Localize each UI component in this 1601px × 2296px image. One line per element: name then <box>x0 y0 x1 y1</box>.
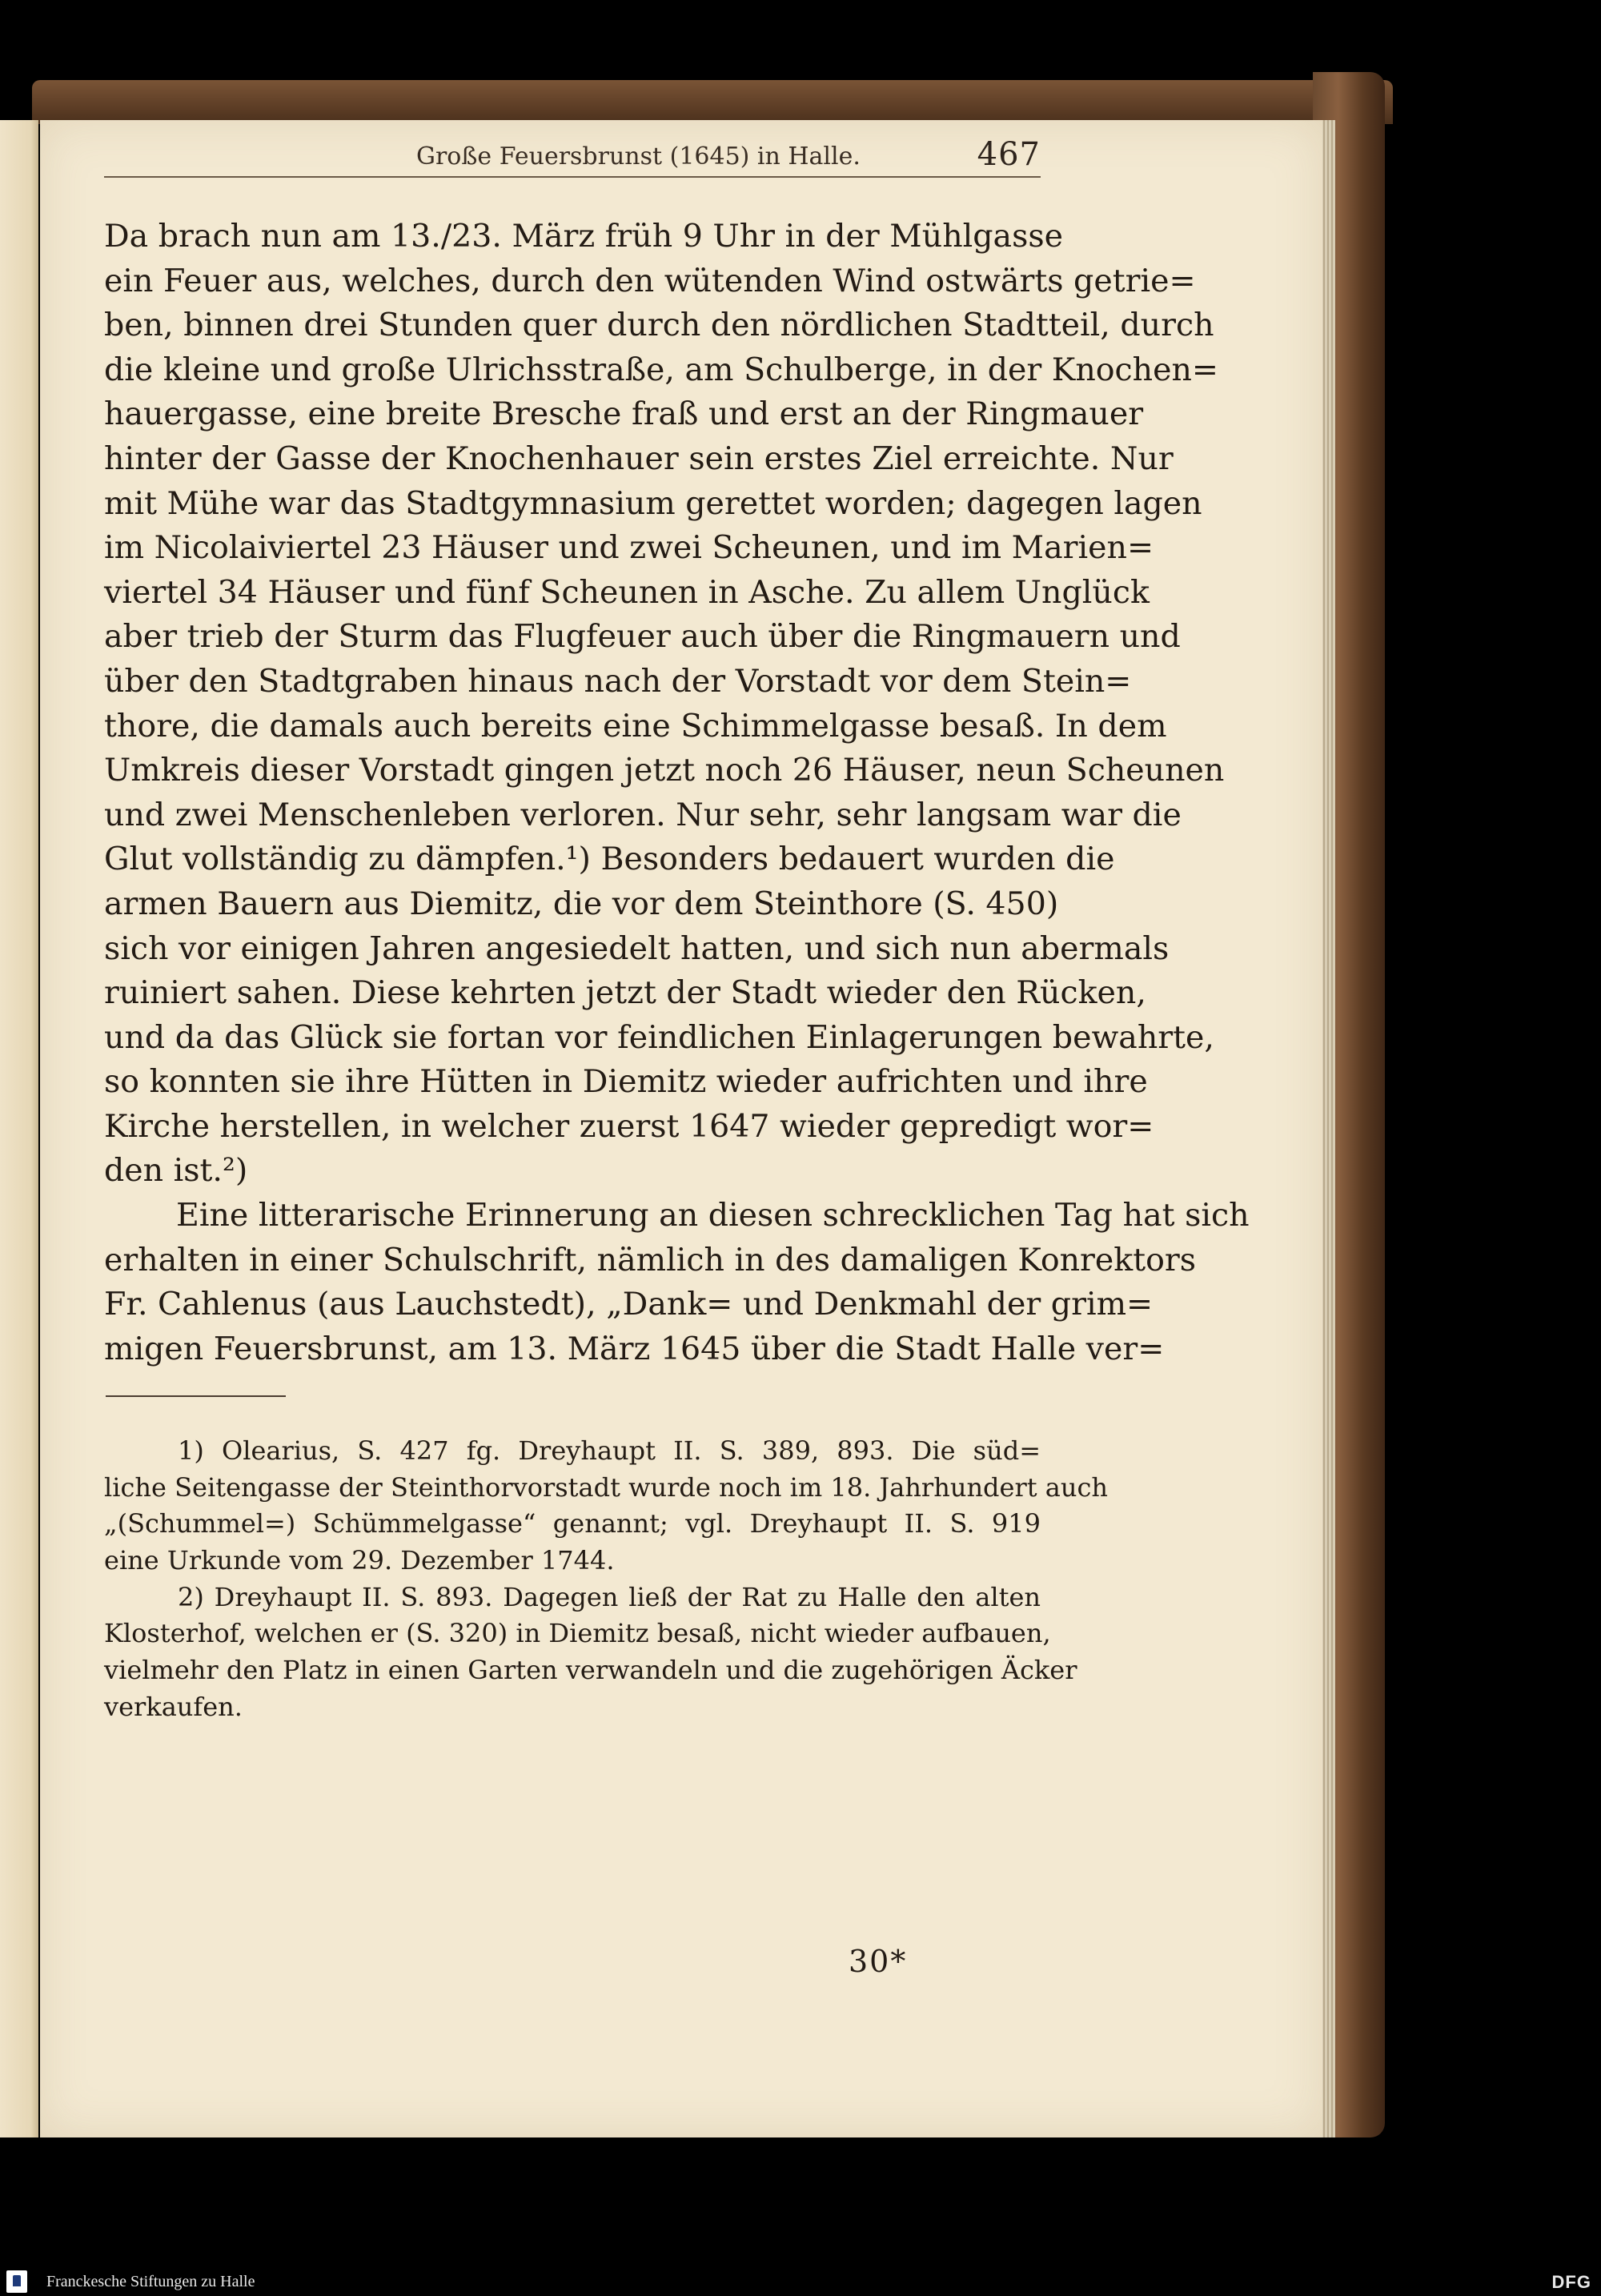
viewer-footer <box>0 2267 1601 2296</box>
facing-page-edge <box>0 120 38 2137</box>
text-line: über den Stadtgraben hinaus nach der Vorstadt vor dem Stein= <box>104 662 1132 700</box>
text-line: ein Feuer aus, welches, durch den wütenden Wind ostwärts getrie= <box>104 262 1196 299</box>
footnote-line: eine Urkunde vom 29. Dezember 1744. <box>104 1545 615 1576</box>
text-line: ruiniert sahen. Diese kehrten jetzt der Stadt wieder den Rücken, <box>104 974 1146 1012</box>
signature-mark: 30* <box>849 1944 908 1979</box>
book-cover-top <box>32 80 1393 124</box>
footnote-line: 1) Olearius, S. 427 fg. Dreyhaupt II. S. 389, 893. Die süd= <box>178 1435 1041 1466</box>
text-line: und zwei Menschenleben verloren. Nur sehr, sehr langsam war die <box>104 796 1182 833</box>
text-line: Umkreis dieser Vorstadt gingen jetzt noch 26 Häuser, neun Scheunen <box>104 752 1225 789</box>
text-line: hauergasse, eine breite Bresche fraß und erst an der Ringmauer <box>104 395 1144 433</box>
page-header <box>104 136 1041 178</box>
text-line: Fr. Cahlenus (aus Lauchstedt), „Dank= und Denkmahl der grim= <box>104 1286 1154 1323</box>
text-line: hinter der Gasse der Knochenhauer sein erstes Ziel erreichte. Nur <box>104 440 1174 477</box>
text-line: Kirche herstellen, in welcher zuerst 1647 wieder gepredigt wor= <box>104 1107 1154 1145</box>
text-line: im Nicolaiviertel 23 Häuser und zwei Scheunen, und im Marien= <box>104 529 1154 567</box>
text-line: mit Mühe war das Stadtgymnasium gerettet worden; dagegen lagen <box>104 484 1202 522</box>
footnote-separator <box>106 1395 286 1397</box>
text-line: so konnten sie ihre Hütten in Diemitz wieder aufrichten und ihre <box>104 1063 1148 1101</box>
text-line: Da brach nun am 13./23. März früh 9 Uhr in der Mühlgasse <box>104 218 1064 255</box>
footnote-line: liche Seitengasse der Steinthorvorstadt wurde noch im 18. Jahrhundert auch <box>104 1471 1109 1503</box>
footnotes <box>104 1433 1109 1726</box>
text-line: erhalten in einer Schulschrift, nämlich in des damaligen Konrektors <box>104 1241 1197 1278</box>
text-line: aber trieb der Sturm das Flugfeuer auch über die Ringmauern und <box>104 618 1181 656</box>
text-line: den ist.²) <box>104 1152 248 1190</box>
text-line: ben, binnen drei Stunden quer durch den nördlichen Stadtteil, durch <box>104 307 1214 344</box>
institution-name: Franckesche Stiftungen zu Halle <box>46 2273 255 2290</box>
footnote-line: 2) Dreyhaupt II. S. 893. Dagegen ließ der Rat zu Halle den alten <box>178 1581 1041 1612</box>
text-line: Glut vollständig zu dämpfen.¹) Besonders bedauert wurden die <box>104 841 1115 878</box>
footnote-line: „(Schummel=) Schümmelgasse“ genannt; vgl. Dreyhaupt II. S. 919 <box>104 1508 1041 1539</box>
text-line: migen Feuersbrunst, am 13. März 1645 über die Stadt Halle ver= <box>104 1330 1165 1367</box>
institution-logo-icon <box>6 2270 27 2293</box>
footnote-line: vielmehr den Platz in einen Garten verwandeln und die zugehörigen Äcker <box>104 1655 1077 1686</box>
dfg-logo: DFG <box>1551 2272 1591 2292</box>
footnote-line: verkaufen. <box>104 1691 243 1722</box>
text-line: thore, die damals auch bereits eine Schimmelgasse besaß. In dem <box>104 707 1167 745</box>
page-number: 467 <box>977 136 1041 173</box>
text-line: viertel 34 Häuser und fünf Scheunen in Asche. Zu allem Unglück <box>104 573 1150 611</box>
main-text <box>104 215 1250 1371</box>
text-line: armen Bauern aus Diemitz, die vor dem Steinthore (S. 450) <box>104 885 1059 922</box>
text-line: Eine litterarische Erinnerung an diesen schrecklichen Tag hat sich <box>176 1197 1250 1234</box>
text-line: und da das Glück sie fortan vor feindlichen Einlagerungen bewahrte, <box>104 1018 1214 1056</box>
text-line: sich vor einigen Jahren angesiedelt hatten, und sich nun abermals <box>104 929 1170 967</box>
text-line: die kleine und große Ulrichsstraße, am Schulberge, in der Knochen= <box>104 351 1219 388</box>
running-title: Große Feuersbrunst (1645) in Halle. <box>416 142 861 171</box>
footnote-line: Klosterhof, welchen er (S. 320) in Diemitz besaß, nicht wieder aufbauen, <box>104 1618 1051 1649</box>
